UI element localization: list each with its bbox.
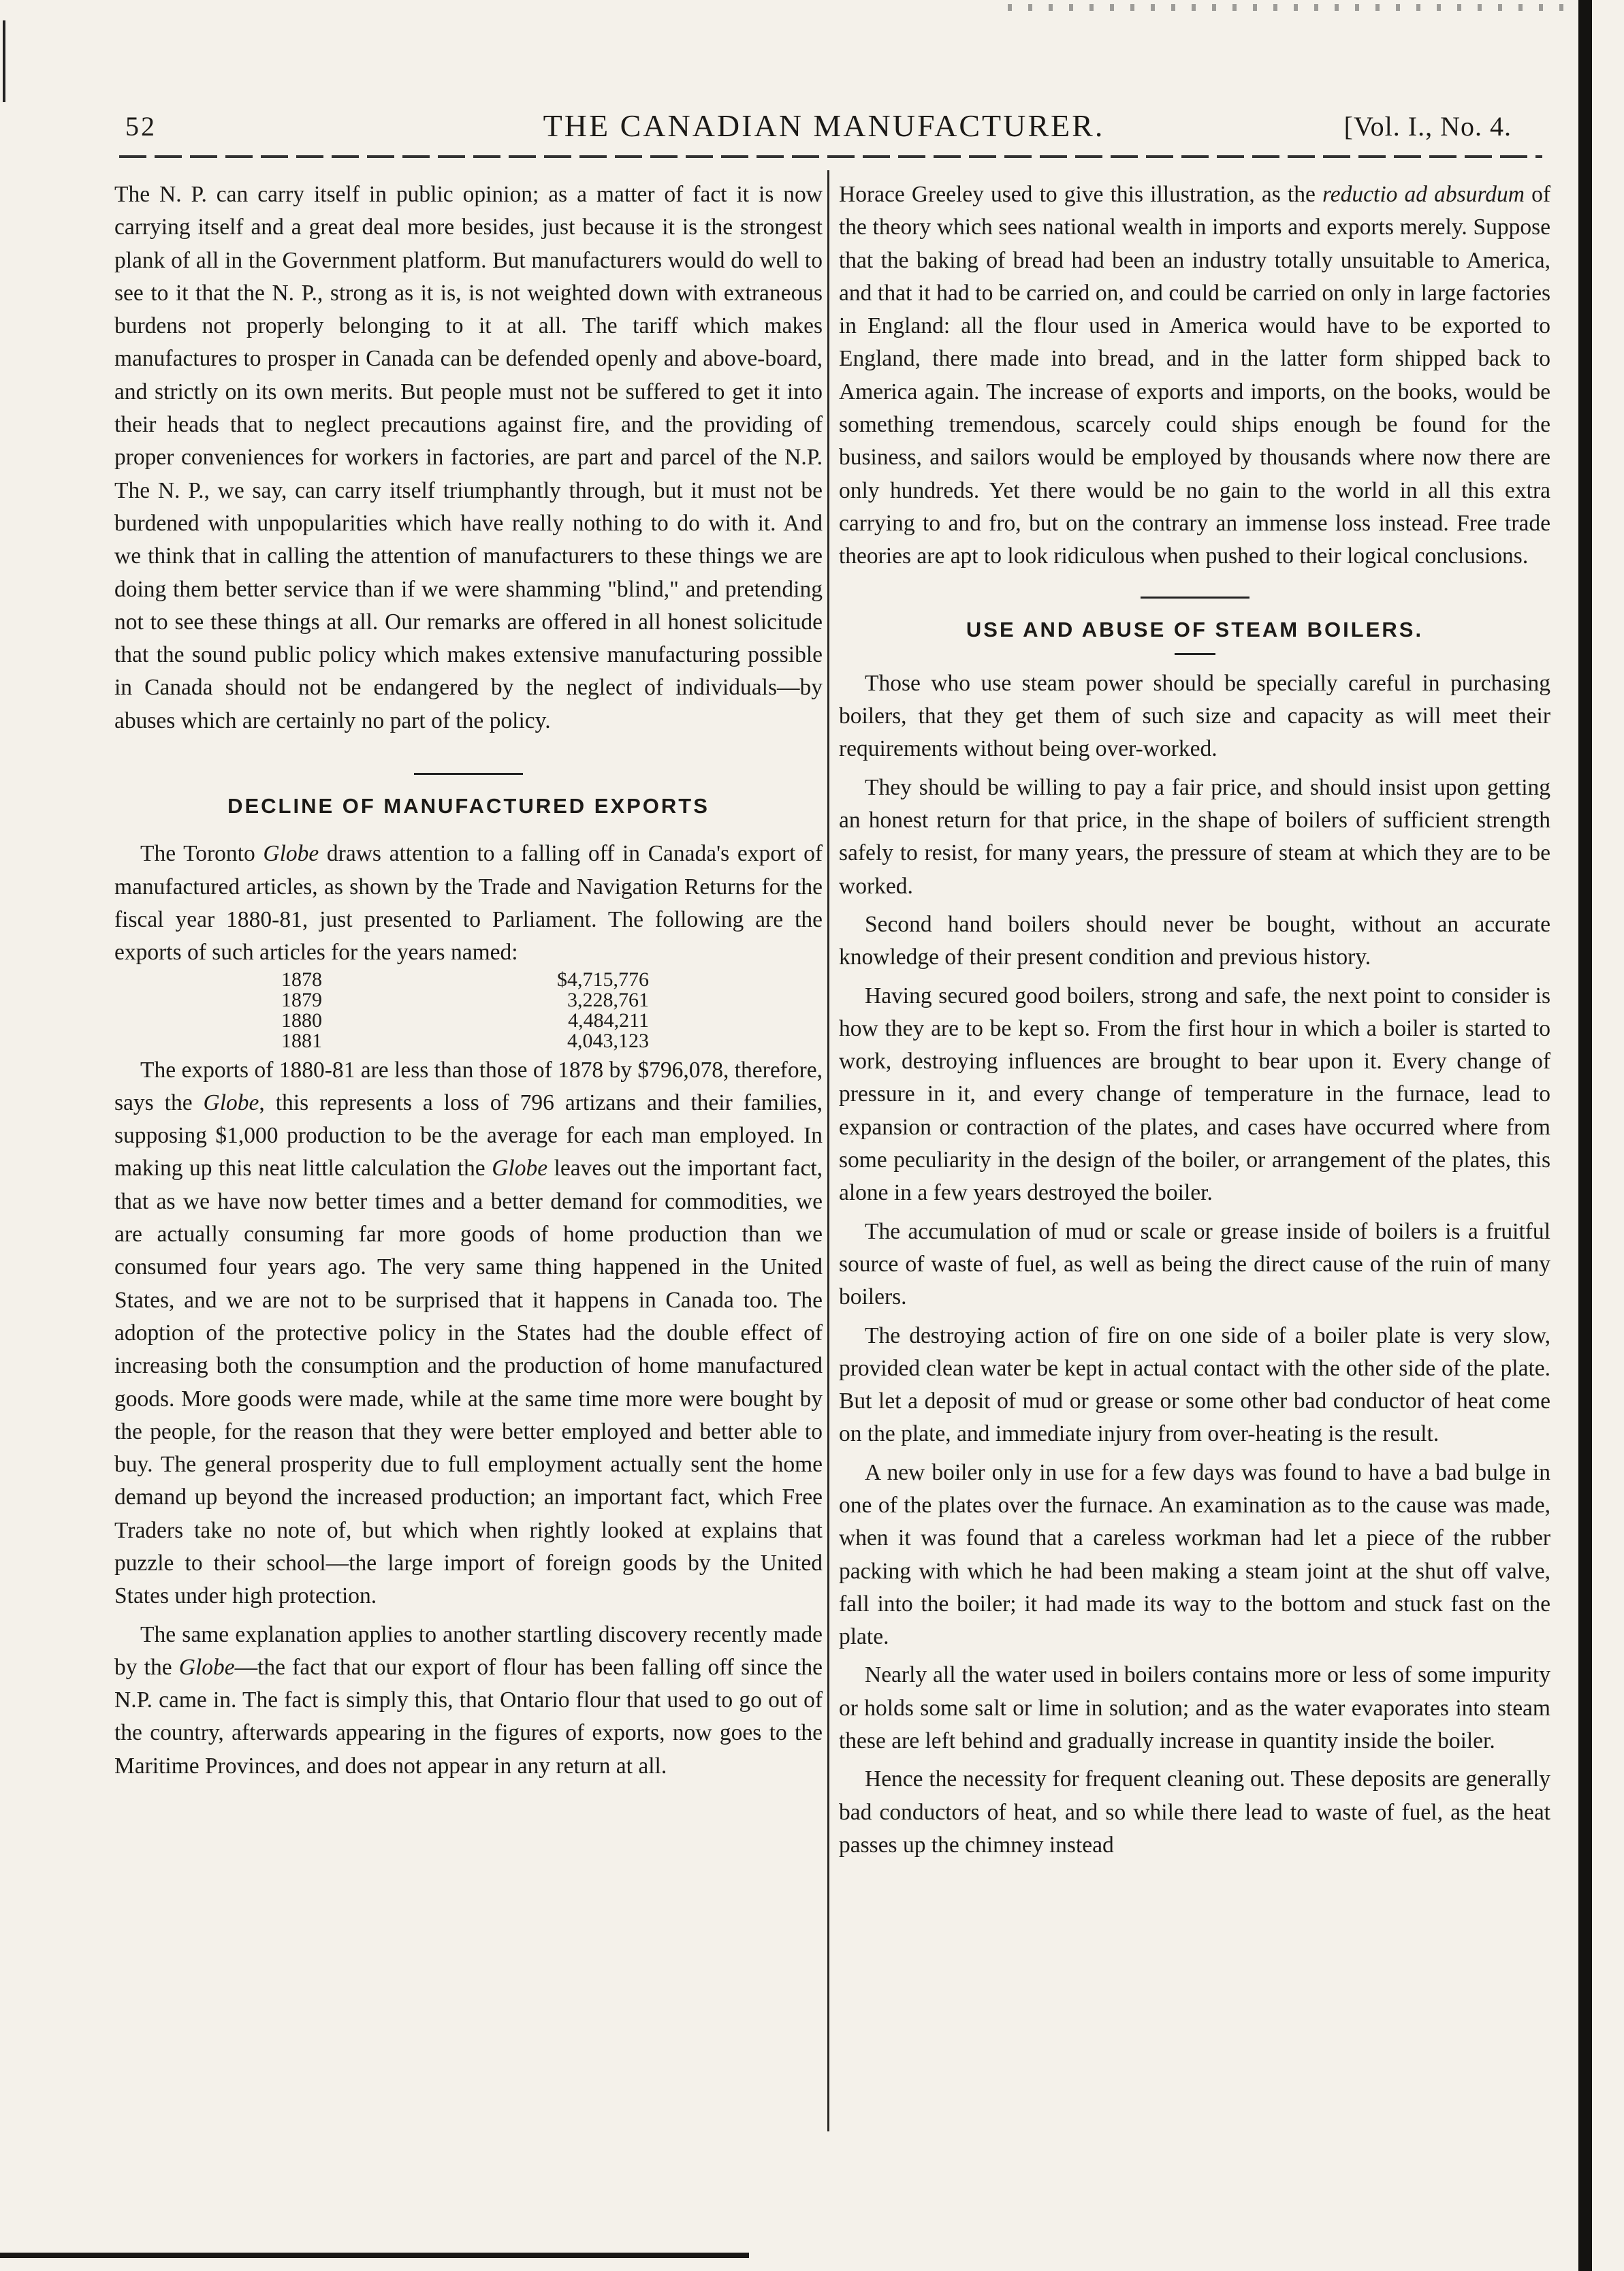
- body-paragraph: [114, 1054, 823, 1613]
- body-paragraph: Hence the necessity for frequent cleaning out. These deposits are generally bad conductors of heat, and so while there lead to waste of fuel, as the heat passes up the chimney instead: [839, 1766, 1550, 1858]
- amount-cell: 3,228,761: [567, 988, 649, 1011]
- body-paragraph: Nearly all the water used in boilers contains more or less of some impurity or holds some salt or lime in solution; and as the water evaporates into steam these are left behind and gradually increase in quantity inside the boiler.: [839, 1662, 1550, 1754]
- page-number: 52: [125, 111, 157, 142]
- np-paragraph: The N. P. can carry itself in public opinion; as a matter of fact it is now carrying itself and a great deal more besides, just because it is the strongest plank of all in the Government platform. But manufacturers would do well to see to it that the N. P., strong as it is, is not weighted down with extraneous burdens not properly belonging to it at all. The tariff which makes manufactures to prosper in Canada can be defended openly and above-board, and strictly on its own merits. But people must not be suffered to get it into their heads that to neglect precautions against fire, and the providing of proper conveniences for workers in factories, are part and parcel of the N.P. The N. P., we say, can carry itself triumphantly through, but it must not be burdened with unpopularities which have really nothing to do with it. And we think that in calling the attention of manufacturers to these things we are doing them better service than if we were shamming "blind," and pretending not to see these things at all. Our remarks are offered in all honest solicitude that the sound public policy which makes extensive manufacturing possible in Canada should not be endangered by the neglect of individuals—by abuses which are certainly no part of the policy.: [114, 182, 823, 733]
- text-run: —the fact that our export of flour has been falling off since the N.P. came in. The fact is simply this, that Ontario flour that used to go out of the country, afterwards appearing in the figures of exports, now goes to the Maritime Provinces, and does not appear in any return at all.: [114, 1654, 823, 1779]
- amount-cell: 4,484,211: [568, 1009, 649, 1032]
- year-cell: 1881: [281, 1029, 322, 1052]
- text-run: The exports of 1880-81 are less than those of 1878 by $796,078, therefore, says the: [114, 1057, 823, 1115]
- text-run: Horace Greeley used to give this illustration, as the: [839, 182, 1322, 207]
- year-cell: 1878: [281, 968, 322, 991]
- italic-run: Globe: [178, 1654, 235, 1680]
- text-run: leaves out the important fact, that as we have now better times and a better demand for commodities, we are actually consuming far more goods of home production than we consumed four years ago. The very same thing happened in the United States, and we are not to be surprised that it happens in Canada too. The adoption of the protective policy in the States had the double effect of increasing both the consumption and the production of home manufactured goods. More goods were made, while at the same time more were bought by the people, for the reason that they were better employed and better able to buy. The general prosperity due to full employment actually sent the home demand up beyond the increased production; an important fact, which Free Traders take no note of, but which when rightly looked at explains that puzzle to their school—the large import of foreign goods by the United States under high protection.: [114, 1156, 823, 1609]
- body-paragraph: Having secured good boilers, strong and safe, the next point to consider is how they are to be kept so. From the first hour in which a boiler is started to work, destroying influences are brought to bear upon it. Every change of pressure in it, and every change of temperature in the furnace, lead to expansion or contraction of the plates, and cases have occurred where from some peculiarity in the design of the boiler, or arrangement of the plates, this alone in a few years destroyed the boiler.: [839, 983, 1550, 1206]
- scan-edge-mark: [3, 20, 5, 102]
- italic-run: Globe: [263, 841, 319, 867]
- volume-label: [Vol. I., No. 4.: [1343, 111, 1512, 142]
- greeley-paragraph: [839, 178, 1550, 573]
- italic-run: Globe: [203, 1090, 259, 1115]
- right-column: [839, 178, 1550, 1862]
- body-paragraph: The accumulation of mud or scale or grease inside of boilers is a fruitful source of waste of fuel, as well as being the direct cause of the ruin of many boilers.: [839, 1218, 1550, 1310]
- text-run: The same explanation applies to another startling discovery recently made by the: [114, 1621, 823, 1680]
- body-paragraph: [114, 1619, 823, 1783]
- italic-run: Globe: [492, 1156, 548, 1181]
- text-run: , this represents a loss of 796 artizans and their families, supposing $1,000 production to be the average for each man employed. In making up this neat little calculation the: [114, 1090, 823, 1181]
- exports-table: [281, 970, 649, 1051]
- bottom-edge-rule: [0, 2253, 749, 2258]
- italic-run: reductio ad absurdum: [1322, 182, 1525, 207]
- section-heading: USE AND ABUSE OF STEAM BOILERS.: [966, 617, 1424, 641]
- section-heading: DECLINE OF MANUFACTURED EXPORTS: [227, 794, 710, 819]
- body-paragraph: They should be willing to pay a fair price, and should insist upon getting an honest return for that price, in the shape of boilers of sufficient strength safely to resist, for many years, the pressure of steam at which they are to be worked.: [839, 774, 1550, 899]
- column-divider: [827, 170, 829, 2131]
- year-cell: 1880: [281, 1009, 322, 1032]
- body-paragraph: Those who use steam power should be specially careful in purchasing boilers, that they get them of such size and capacity as will meet their requirements without being over-worked.: [839, 670, 1550, 762]
- publication-title: THE CANADIAN MANUFACTURER.: [543, 108, 1105, 143]
- body-paragraph: A new boiler only in use for a few days was found to have a bad bulge in one of the plates over the furnace. An examination as to the cause was made, when it was found that a careless workman had let a piece of the rubber packing with which he had been making a steam joint at the shut off valve, fall into the boiler; it had made its way to the bottom and stuck fast on the plate.: [839, 1459, 1550, 1650]
- print-specks: [1008, 4, 1566, 11]
- text-run: of the theory which sees national wealth in imports and exports merely. Suppose that the baking of bread had been an industry totally unsuitable to America, and that it had to be carried on, and could be carried on only in large factories in England: all the flour used in America would have to be exported to England, there made into bread, and in the latter form shipped back to America again. The increase of exports and imports, on the books, would be something tremendous, scarcely could ships enough be found for the business, and sailors would be employed by thousands where now there are only hundreds. Yet there would be no gain to the world in all this extra carrying to and fro, but on the contrary an immense loss instead. Free trade theories are apt to look ridiculous when pushed to their logical conclusions.: [839, 182, 1551, 569]
- body-paragraph: The destroying action of fire on one side of a boiler plate is very slow, provided clean water be kept in actual contact with the other side of the plate. But let a deposit of mud or grease or some other bad conductor of heat come on the plate, and immediate injury from over-heating is the result.: [839, 1322, 1550, 1447]
- table-row: [281, 990, 649, 1011]
- section-rule: [414, 773, 523, 775]
- text-run: The Toronto: [140, 841, 264, 867]
- year-cell: 1879: [281, 988, 322, 1011]
- scan-edge-shadow: [1578, 0, 1592, 2271]
- text-run: draws attention to a falling off in Canada's export of manufactured articles, as shown by the Trade and Navigation Returns for the fiscal year 1880-81, just presented to Parliament. The following are the exports of such articles for the years named:: [114, 841, 823, 966]
- left-column: [114, 178, 823, 1783]
- heading-underline: [1175, 653, 1215, 655]
- amount-cell: $4,715,776: [557, 968, 649, 991]
- amount-cell: 4,043,123: [567, 1029, 649, 1052]
- page-header: [116, 102, 1532, 150]
- table-row: [281, 970, 649, 990]
- table-row: [281, 1011, 649, 1031]
- section-rule: [1141, 597, 1249, 599]
- table-row: [281, 1031, 649, 1051]
- body-paragraph: Second hand boilers should never be bought, without an accurate knowledge of their present condition and previous history.: [839, 911, 1550, 970]
- body-paragraph: [114, 838, 823, 969]
- header-rule: [119, 155, 1542, 158]
